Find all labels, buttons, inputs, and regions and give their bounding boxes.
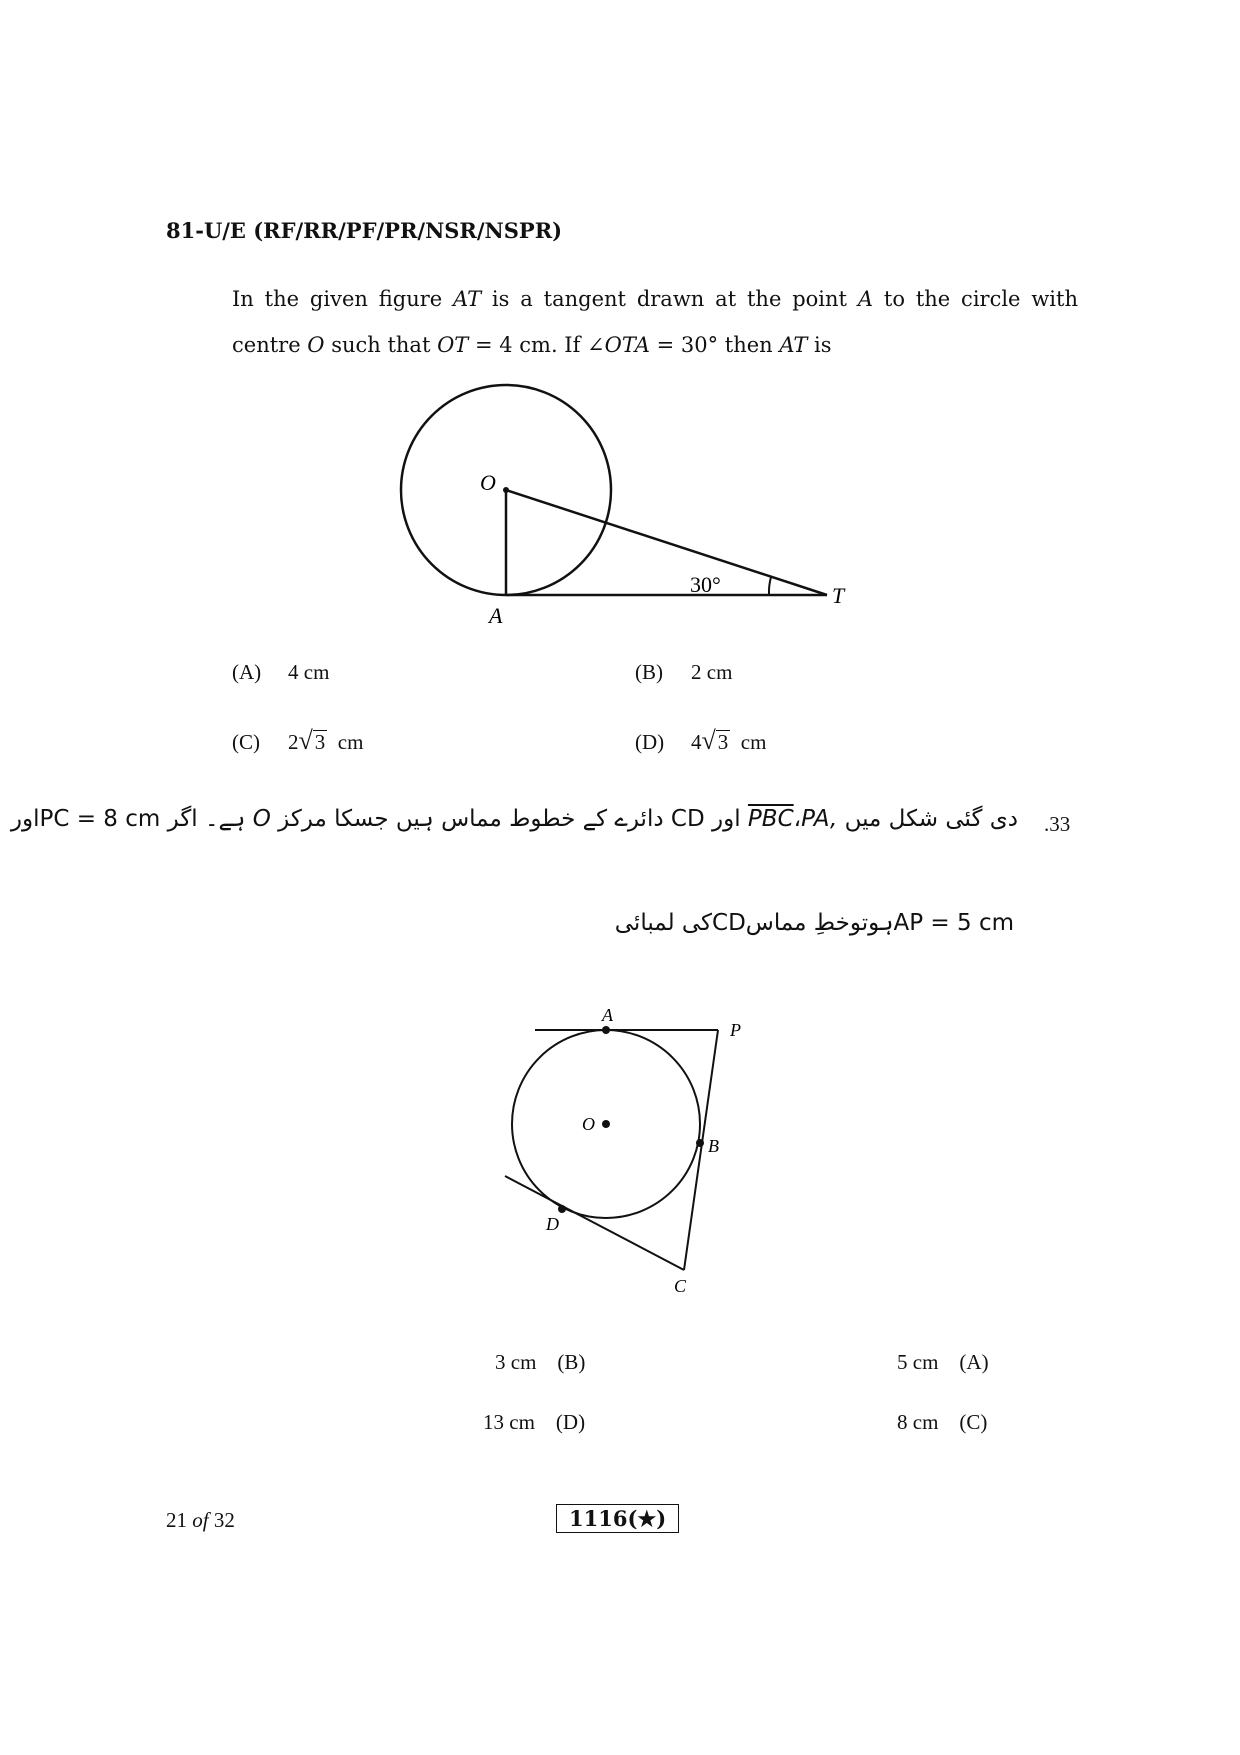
paper-code-header: 81-U/E (RF/RR/PF/PR/NSR/NSPR) <box>166 218 563 243</box>
label-O: O <box>582 1114 595 1134</box>
question-32-line-2: centre O such that OT = 4 cm. If ∠OTA = 30° then AT is <box>232 333 832 357</box>
q33-option-a[interactable]: 5 cm (A) <box>897 1350 989 1374</box>
question-33-number: .33 <box>1044 812 1071 836</box>
label-A: A <box>489 603 503 628</box>
label-C: C <box>674 1276 687 1296</box>
q32-option-d[interactable]: (D) 4√3 cm <box>635 726 767 755</box>
q32-option-c[interactable]: (C) 2√3 cm <box>232 726 364 755</box>
question-32-figure <box>380 370 880 640</box>
q33-option-b[interactable]: 3 cm (B) <box>495 1350 586 1374</box>
angle-arc <box>769 577 771 595</box>
center-point <box>503 487 509 493</box>
label-T: T <box>832 583 845 608</box>
q32-option-a[interactable]: (A) 4 cm <box>232 660 330 684</box>
line-OT <box>506 490 827 595</box>
point-D <box>558 1205 566 1213</box>
label-D: D <box>546 1214 559 1234</box>
label-B: B <box>708 1136 719 1156</box>
label-A: A <box>602 1005 613 1025</box>
q32-option-b[interactable]: (B) 2 cm <box>635 660 733 684</box>
label-O: O <box>480 470 496 495</box>
q33-option-d[interactable]: 13 cm (D) <box>483 1410 586 1434</box>
tangent-CD <box>505 1176 684 1270</box>
question-33-urdu-line-2: AP = 5 cmہوتوخطِ مماسCDکی لمبائی <box>614 910 1014 936</box>
question-33-figure <box>480 990 780 1310</box>
page-number: 21 of 32 <box>166 1508 235 1532</box>
booklet-code: 1116(★) <box>556 1504 679 1533</box>
angle-label: 30° <box>690 572 721 597</box>
label-P: P <box>730 1020 741 1040</box>
point-A <box>602 1026 610 1034</box>
point-O <box>602 1120 610 1128</box>
question-33-urdu-line-1: دی گئی شکل میں $PA,،\overline{PBC}$ اور CD دائرے کے خطوط مماس ہیں جسکا مرکز O ہے۔ اگر PC = 8 cmاور <box>10 806 1018 832</box>
question-32-line-1: In the given figure AT is a tangent drawn at the point A to the circle with <box>232 287 1078 311</box>
point-B <box>696 1139 704 1147</box>
q33-option-c[interactable]: 8 cm (C) <box>897 1410 988 1434</box>
